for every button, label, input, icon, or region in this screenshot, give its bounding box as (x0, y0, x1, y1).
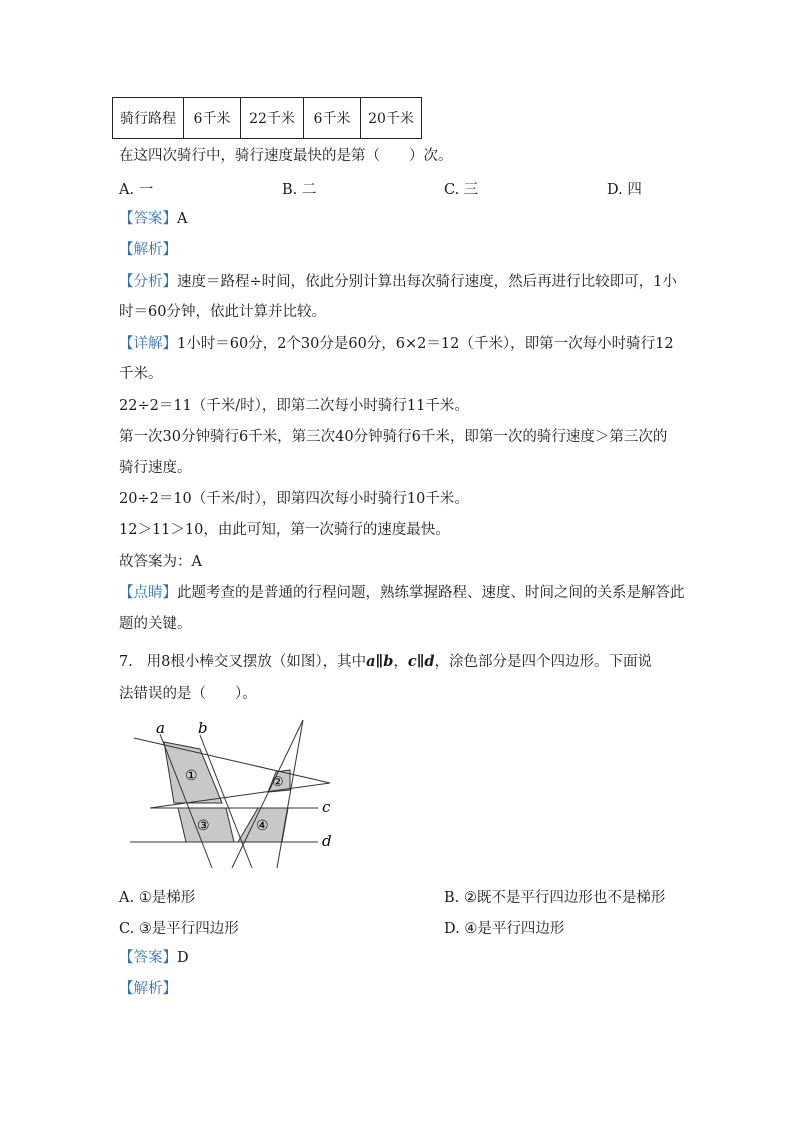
q7-option-b: B. ②既不是平行四边形也不是梯形 (444, 890, 666, 906)
q7-analysis-tag: 【解析】 (119, 981, 177, 997)
q6-xiangjie: 【详解】1小时＝60分，2个30分是60分，6×2＝12（千米），即第一次每小时骑行12 (119, 336, 674, 352)
q6-final-answer: 故答案为：A (119, 554, 202, 570)
q6-line: 20÷2＝10（千米/时），即第四次每小时骑行10千米。 (119, 491, 469, 507)
q7-option-c: C. ③是平行四边形 (119, 921, 239, 937)
q6-option-d: D. 四 (607, 182, 642, 198)
label-a: a (156, 719, 165, 737)
q6-option-a: A. 一 (119, 182, 154, 198)
q6-dianjing-cont: 题的关键。 (119, 616, 192, 632)
table-cell: 6千米 (184, 98, 241, 139)
q7-answer: 【答案】D (119, 950, 189, 966)
formula-a-parallel-b: a∥b (366, 653, 394, 670)
label-d: d (322, 832, 332, 850)
q6-analysis-tag: 【解析】 (119, 242, 177, 258)
line-top-diagonal (134, 738, 330, 783)
q6-line: 22÷2＝11（千米/时），即第二次每小时骑行11千米。 (119, 398, 469, 414)
q7-option-a: A. ①是梯形 (119, 890, 196, 906)
label-region-2: ② (272, 775, 284, 790)
table-cell: 20千米 (361, 98, 422, 139)
label-region-1: ① (185, 768, 198, 784)
q6-fenxi-cont: 时＝60分钟，依此计算并比较。 (119, 304, 326, 320)
q6-answer: 【答案】A (119, 211, 188, 227)
q7-option-d: D. ④是平行四边形 (444, 921, 565, 937)
table-cell: 6千米 (304, 98, 361, 139)
q6-fenxi: 【分析】速度＝路程÷时间，依此分别计算出每次骑行速度，然后再进行比较即可，1小 (119, 274, 677, 290)
label-c: c (322, 798, 331, 816)
q6-line: 第一次30分钟骑行6千米，第三次40分钟骑行6千米，即第一次的骑行速度＞第三次的 (119, 429, 668, 445)
q6-xiangjie-cont: 千米。 (119, 366, 163, 382)
q6-option-b: B. 二 (282, 182, 317, 198)
formula-c-parallel-d: c∥d (407, 653, 435, 670)
label-b: b (198, 719, 208, 737)
q6-line: 12＞11＞10，由此可知，第一次骑行的速度最快。 (119, 522, 450, 538)
table-cell: 骑行路程 (113, 98, 184, 139)
q6-option-c: C. 三 (444, 182, 479, 198)
q6-question: 在这四次骑行中，骑行速度最快的是第（ ）次。 (119, 148, 453, 164)
line-steep-1 (232, 720, 303, 868)
q6-line: 骑行速度。 (119, 460, 192, 476)
table-cell: 22千米 (241, 98, 304, 139)
label-region-4: ④ (256, 818, 269, 834)
label-region-3: ③ (197, 818, 210, 834)
q7-question: 7. 用8根小棒交叉摆放（如图），其中a∥b，c∥d，涂色部分是四个四边形。下面说 (119, 653, 653, 670)
line-steep-2 (277, 720, 303, 868)
q6-dianjing: 【点睛】此题考查的是普通的行程问题，熟练掌握路程、速度、时间之间的关系是解答此 (119, 585, 685, 601)
q7-question-cont: 法错误的是（ ）。 (119, 686, 257, 702)
